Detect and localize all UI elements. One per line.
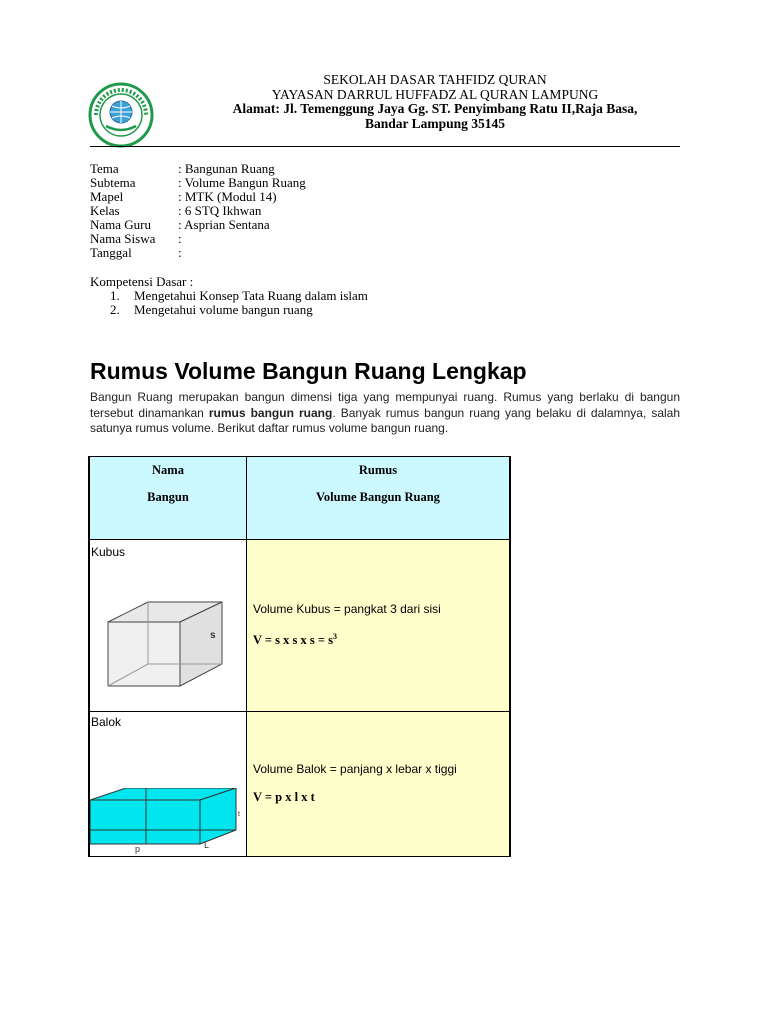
school-logo-icon: [88, 82, 154, 148]
article-paragraph: Bangun Ruang merupakan bangun dimensi tiga yang mempunyai ruang. Rumus yang berlaku di bangun tersebut dinamankan rumus bangun ruang. Banyak rumus bangun ruang yang belaku di dalamnya, salah satunya rumus volume. Berikut daftar rumus volume bangun ruang.: [90, 390, 681, 435]
article-title: Rumus Volume Bangun Ruang Lengkap: [90, 358, 527, 384]
kompetensi-item: 1. Mengetahui Konsep Tata Ruang dalam islam: [110, 288, 368, 303]
cuboid-height-label: t: [238, 811, 240, 818]
meta-row-nama-siswa: Nama Siswa :: [90, 231, 182, 246]
cuboid-figure-icon: [90, 788, 246, 854]
meta-row-tanggal: Tanggal :: [90, 245, 182, 260]
shape-name: Balok: [91, 715, 122, 729]
letterhead-city: Bandar Lampung 35145: [364, 116, 506, 131]
letterhead-address: Alamat: Jl. Temenggung Jaya Gg. ST. Penyimbang Ratu II,Raja Basa,: [232, 101, 638, 116]
table-row-kubus-shape: [90, 540, 247, 712]
meta-row-tema: Tema : Bangunan Ruang: [90, 161, 275, 176]
table-row-balok-shape: [90, 712, 247, 856]
meta-row-mapel: Mapel : MTK (Modul 14): [90, 189, 277, 204]
table-header-shape: Nama Bangun: [90, 457, 247, 540]
formula-main: V = p x l x t: [253, 790, 315, 804]
cube-side-label: s: [210, 630, 216, 641]
formula-main: V = s x s x $s = s^3$: [253, 632, 338, 648]
table-header-formula: Rumus Volume Bangun Ruang: [247, 457, 509, 540]
meta-row-kelas: Kelas : 6 STQ Ikhwan: [90, 203, 262, 218]
cuboid-width-label: L: [204, 840, 210, 850]
shape-name: Kubus: [91, 545, 126, 559]
letterhead-school-name: SEKOLAH DASAR TAHFIDZ QURAN: [323, 72, 547, 87]
letterhead-foundation: YAYASAN DARRUL HUFFADZ AL QURAN LAMPUNG: [271, 87, 599, 102]
meta-row-nama-guru: Nama Guru : Asprian Sentana: [90, 217, 270, 232]
meta-row-subtema: Subtema : Volume Bangun Ruang: [90, 175, 306, 190]
header-divider: [90, 146, 680, 147]
kompetensi-heading: Kompetensi Dasar :: [90, 274, 194, 289]
kompetensi-item: 2. Mengetahui volume bangun ruang: [110, 302, 313, 317]
table-row-kubus-formula: [247, 540, 509, 712]
formula-description: Volume Kubus = pangkat 3 dari sisi: [253, 602, 441, 616]
table-row-balok-formula: [247, 712, 509, 856]
formula-description: Volume Balok = panjang x lebar x tiggi: [253, 762, 457, 776]
cuboid-length-label: p: [135, 844, 141, 854]
cube-figure-icon: [106, 600, 228, 690]
volume-formula-table: [88, 456, 511, 857]
